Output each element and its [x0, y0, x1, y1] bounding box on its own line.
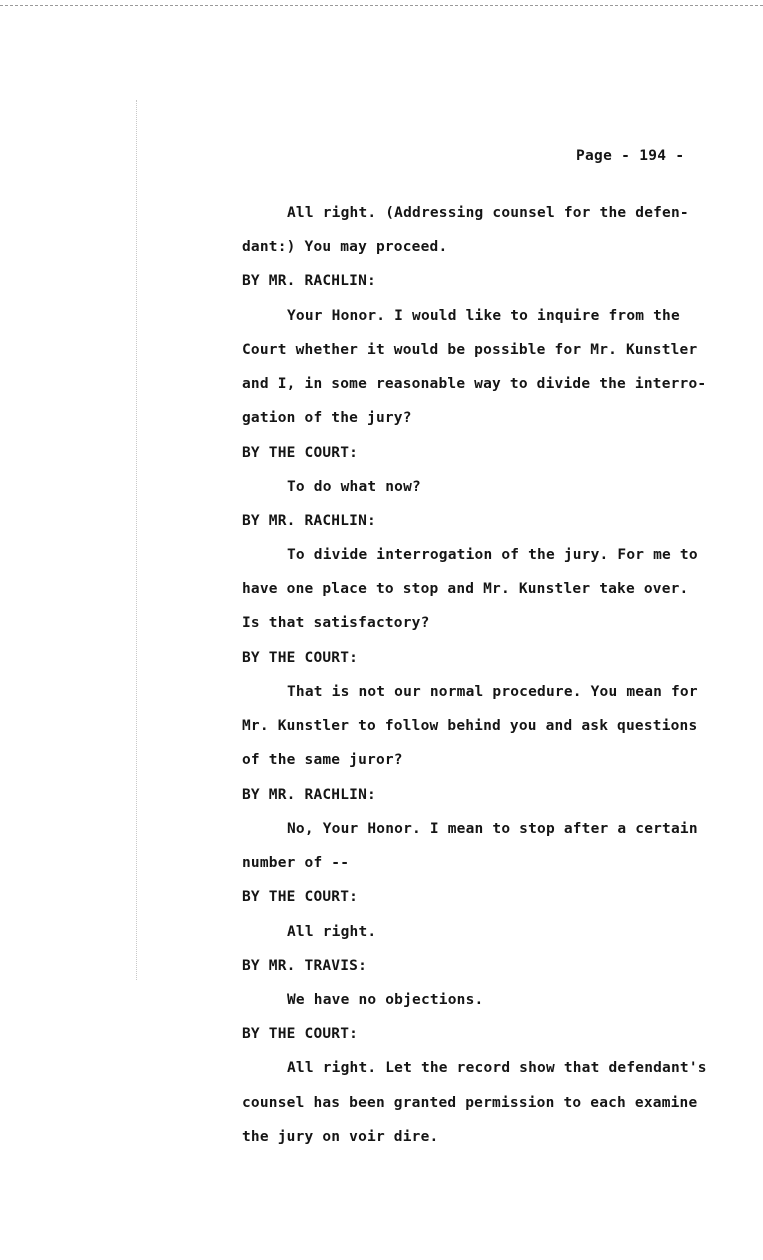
speech-line: gation of the jury? [242, 410, 412, 426]
speech-line: counsel has been granted permission to each examine [242, 1095, 698, 1111]
speaker-label: BY MR. TRAVIS: [242, 958, 368, 974]
speaker-label: BY THE COURT: [242, 889, 359, 905]
speech-line: Is that satisfactory? [242, 615, 430, 631]
speech-line: of the same juror? [242, 752, 403, 768]
page-number: Page - 194 - [576, 148, 685, 164]
speaker-label: BY THE COURT: [242, 650, 359, 666]
speech-line: Court whether it would be possible for Mr. Kunstler [242, 342, 698, 358]
speech-line: and I, in some reasonable way to divide the interro- [242, 376, 707, 392]
speech-line: All right. (Addressing counsel for the defen- [287, 205, 689, 221]
speaker-label: BY MR. RACHLIN: [242, 787, 376, 803]
speech-line: Your Honor. I would like to inquire from the [287, 308, 680, 324]
speech-line: All right. Let the record show that defendant's [287, 1060, 707, 1076]
speech-line: dant:) You may proceed. [242, 239, 448, 255]
speech-line: All right. [287, 924, 377, 940]
speech-line: To do what now? [287, 479, 421, 495]
speech-line: Mr. Kunstler to follow behind you and ask questions [242, 718, 698, 734]
margin-speckle [136, 100, 137, 980]
speech-line: No, Your Honor. I mean to stop after a certain [287, 821, 698, 837]
speaker-label: BY THE COURT: [242, 1026, 359, 1042]
speaker-label: BY MR. RACHLIN: [242, 513, 376, 529]
speaker-label: BY THE COURT: [242, 445, 359, 461]
speech-line: We have no objections. [287, 992, 484, 1008]
speech-line: have one place to stop and Mr. Kunstler take over. [242, 581, 689, 597]
page-top-edge [0, 0, 763, 6]
speech-line: number of -- [242, 855, 350, 871]
speaker-label: BY MR. RACHLIN: [242, 273, 376, 289]
speech-line: the jury on voir dire. [242, 1129, 439, 1145]
speech-line: That is not our normal procedure. You mean for [287, 684, 698, 700]
speech-line: To divide interrogation of the jury. For me to [287, 547, 698, 563]
